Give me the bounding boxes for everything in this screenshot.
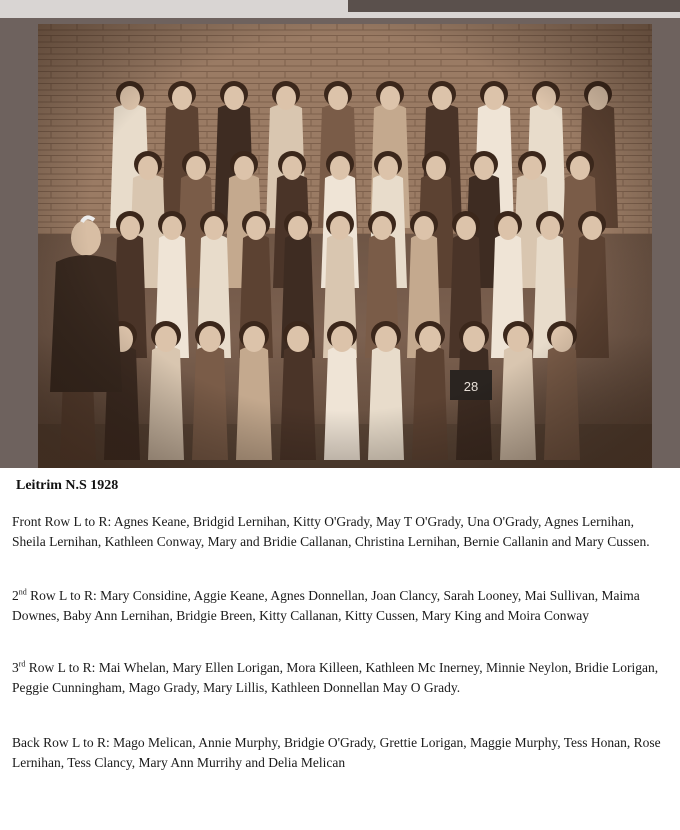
caption-title: Leitrim N.S 1928	[16, 478, 119, 493]
row-label-suffix: nd	[18, 587, 27, 597]
mount-tab	[348, 0, 680, 12]
row-names: Mai Whelan, Mary Ellen Lorigan, Mora Killeen, Kathleen Mc Inerney, Minnie Neylon, Bridie Lorigan, Peggie Cunningham, Mago Grady, Mary Lillis, Kathleen Donnellan May O Grady.	[12, 660, 659, 695]
row-label: Row L to R:	[25, 660, 96, 675]
photo-vignette	[38, 24, 652, 468]
photo-illustration	[38, 24, 652, 468]
row-names: Mary Considine, Aggie Keane, Agnes Donnellan, Joan Clancy, Sarah Looney, Mai Sullivan, Maima Downes, Baby Ann Lernihan, Bridgie Breen, Kitty Callanan, Kitty Cussen, Mary King and Moira Conway	[12, 588, 640, 623]
row-label: Front Row L to R:	[12, 514, 112, 529]
front-row-caption	[12, 512, 662, 552]
third-row-caption	[12, 658, 662, 698]
row-label-number: 3	[12, 660, 19, 675]
row-label: Back Row L to R:	[12, 735, 110, 750]
back-row-caption	[12, 733, 662, 773]
row-names: Mago Melican, Annie Murphy, Bridgie O'Grady, Grettie Lorigan, Maggie Murphy, Tess Honan, Rose Lernihan, Tess Clancy, Mary Ann Murrihy and Delia Melican	[12, 735, 661, 770]
row-names: Agnes Keane, Bridgid Lernihan, Kitty O'Grady, May T O'Grady, Una O'Grady, Agnes Lernihan, Sheila Lernihan, Kathleen Conway, Mary and Bridie Callanan, Christina Lernihan, Bernie Callanin and Mary Cussen.	[12, 514, 650, 549]
row-label-suffix: rd	[18, 659, 26, 669]
row-label: Row L to R:	[26, 588, 97, 603]
second-row-caption	[12, 586, 662, 626]
class-photograph	[38, 24, 652, 468]
row-label-number: 2	[12, 588, 19, 603]
